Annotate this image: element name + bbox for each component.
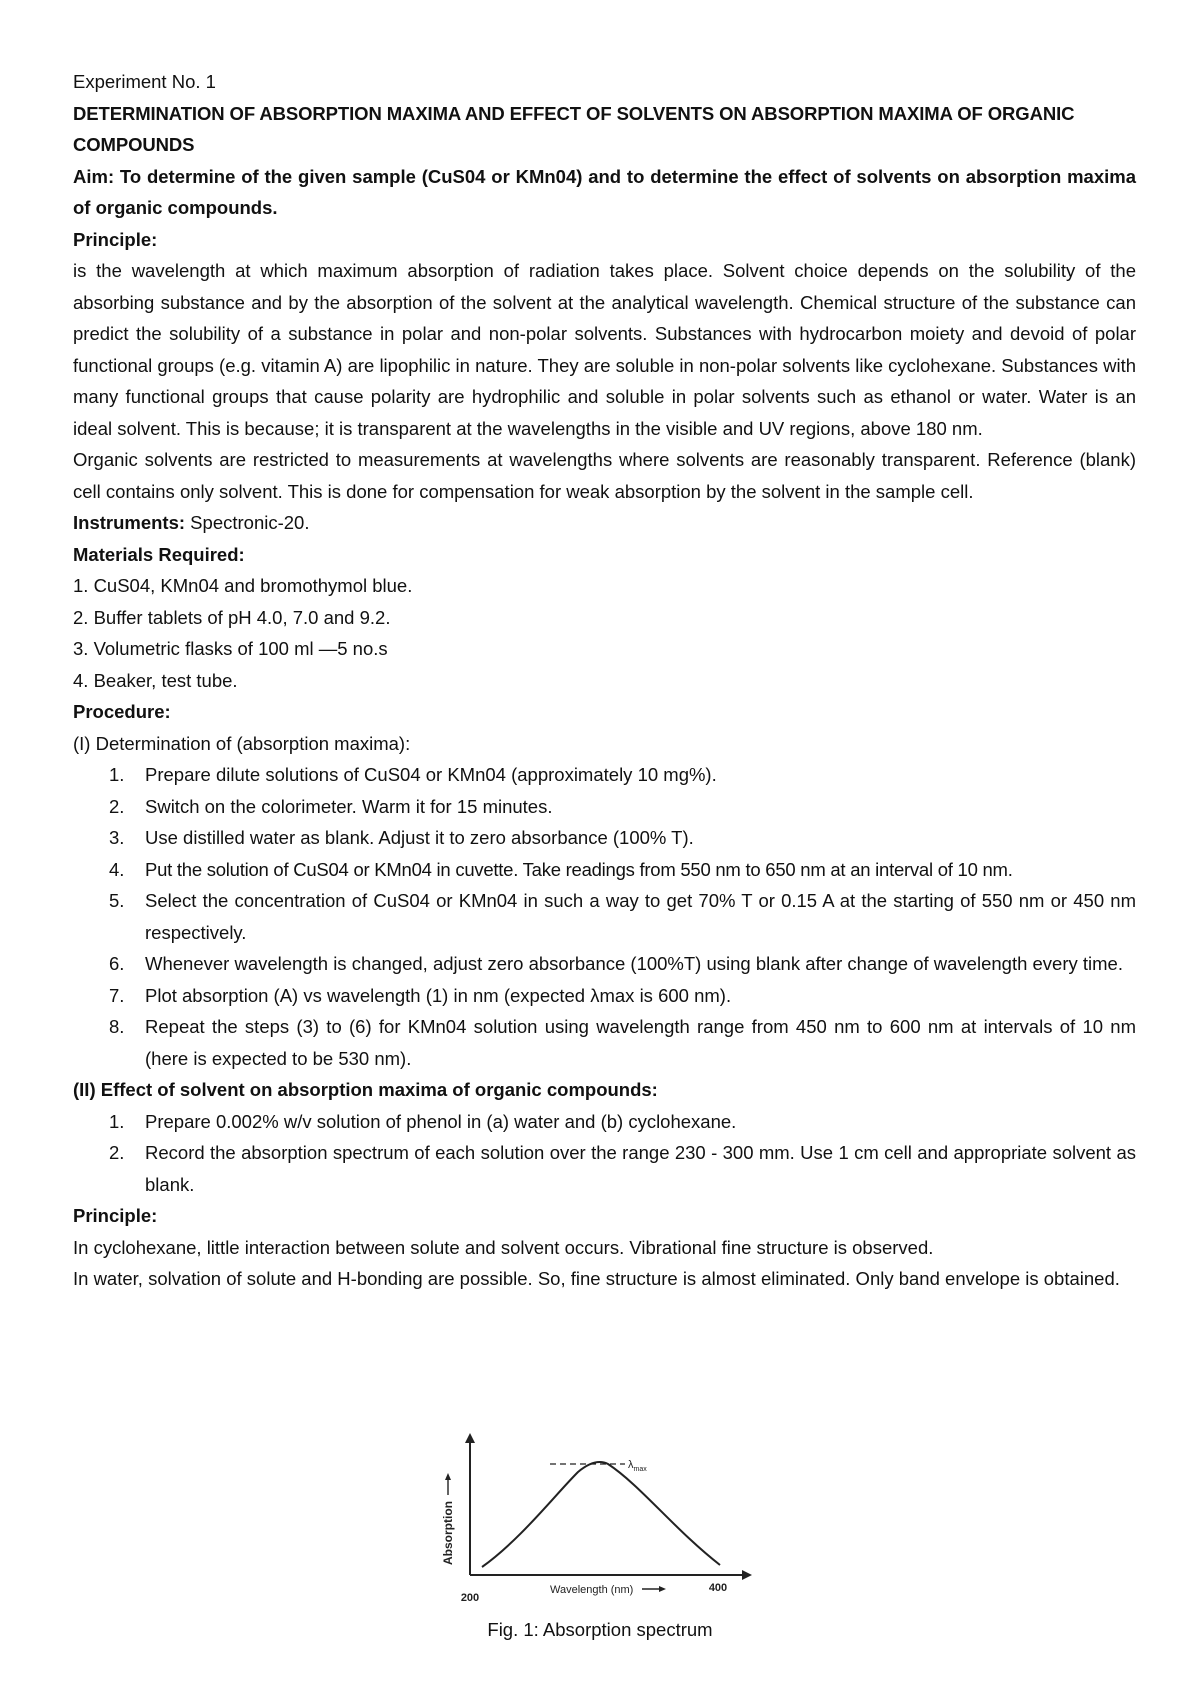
principle-2-paragraph-2: In water, solvation of solute and H-bonding are possible. So, fine structure is almost eliminated. Only band envelope is obtained. — [73, 1268, 1120, 1289]
y-axis-label: Absorption — [441, 1501, 455, 1565]
step-number: 3. — [109, 827, 125, 848]
procedure-heading: Procedure: — [73, 701, 171, 722]
step-number: 1. — [109, 764, 125, 785]
principle-heading: Principle: — [73, 228, 158, 250]
experiment-number: Experiment No. 1 — [73, 71, 216, 92]
y-axis-arrow-icon — [465, 1433, 475, 1443]
procedure-step — [73, 822, 1136, 854]
step-number: 2. — [109, 795, 125, 817]
material-item: 3. Volumetric flasks of 100 ml —5 no.s — [73, 638, 388, 659]
x-label-arrow-icon — [659, 1586, 666, 1592]
step-text: Prepare 0.002% w/v solution of phenol in (a) water and (b) cyclohexane. — [145, 1110, 737, 1132]
procedure-step — [73, 1011, 1136, 1074]
document-page — [73, 66, 1136, 1295]
step-number: 2. — [109, 1142, 125, 1163]
principle-paragraph-2: Organic solvents are restricted to measurements at wavelengths where solvents are reasonably transparent. Reference (blank) cell contains only solvent. This is done for compensation for weak absorption by the solvent in the sample cell. — [73, 449, 1136, 502]
peak-label: $\lambda_{max}$ — [628, 1459, 647, 1473]
x-axis-label: Wavelength (nm) — [550, 1584, 634, 1596]
principle-2-paragraph-1: In cyclohexane, little interaction between solute and solvent occurs. Vibrational fine structure is observed. — [73, 1236, 934, 1258]
instruments-value: Spectronic-20. — [185, 512, 310, 533]
step-text: Prepare dilute solutions of CuS04 or KMn04 (approximately 10 mg%). — [145, 764, 717, 785]
step-text: Plot absorption (A) vs wavelength (1) in nm (expected λmax is 600 nm). — [145, 984, 732, 1006]
material-item: 1. CuS04, KMn04 and bromothymol blue. — [73, 575, 413, 596]
materials-heading: Materials Required: — [73, 543, 245, 565]
procedure-step — [73, 885, 1136, 948]
procedure-step — [73, 980, 1136, 1012]
step-number: 6. — [109, 953, 125, 974]
procedure-part2-list — [73, 1106, 1136, 1201]
x-min-tick-label: 200 — [460, 1592, 480, 1604]
step-text: Repeat the steps (3) to (6) for KMn04 solution using wavelength range from 450 nm to 600 nm at intervals of 10 nm (here is expected to be 530 nm). — [145, 1016, 1136, 1069]
procedure-part2-heading: (II) Effect of solvent on absorption maxima of organic compounds: — [73, 1079, 658, 1100]
step-text: Put the solution of CuS04 or KMn04 in cuvette. Take readings from 550 nm to 650 nm at an interval of 10 nm. — [145, 858, 1013, 880]
principle-paragraph-1: is the wavelength at which maximum absorption of radiation takes place. Solvent choice depends on the solubility of the absorbing substance and by the absorption of the solvent at the analytical wavelength. Chemical structure of the substance can predict the solubility of a substance in polar and non-polar solvents. Substances with hydrocarbon moiety and devoid of polar functional groups (e.g. vitamin A) are lipophilic in nature. They are soluble in non-polar solvents like cyclohexane. Substances with many functional groups that cause polarity are hydrophilic and soluble in polar solvents such as ethanol or water. Water is an ideal solvent. This is because; it is transparent at the wavelengths in the visible and UV regions, above 180 nm. — [73, 260, 1136, 439]
step-text: Record the absorption spectrum of each solution over the range 230 - 300 mm. Use 1 cm cell and appropriate solvent as blank. — [145, 1142, 1136, 1195]
x-max-tick-label: 400 — [708, 1582, 728, 1594]
absorption-spectrum-graph — [430, 1425, 760, 1605]
y-label-arrow-icon — [445, 1473, 451, 1480]
material-item: 2. Buffer tablets of pH 4.0, 7.0 and 9.2. — [73, 606, 391, 628]
procedure-step — [73, 948, 1136, 980]
procedure-step — [73, 1137, 1136, 1200]
step-number: 5. — [109, 890, 125, 911]
procedure-step — [73, 791, 1136, 823]
aim: Aim: To determine of the given sample (CuS04 or KMn04) and to determine the effect of solvents on absorption maxima of organic compounds. — [73, 165, 1136, 218]
step-text: Whenever wavelength is changed, adjust zero absorbance (100%T) using blank after change of wavelength every time. — [145, 953, 1123, 974]
step-number: 7. — [109, 984, 125, 1006]
procedure-step — [73, 1106, 1136, 1138]
material-item: 4. Beaker, test tube. — [73, 669, 238, 691]
step-text: Select the concentration of CuS04 or KMn04 in such a way to get 70% T or 0.15 A at the starting of 550 nm or 450 nm respectively. — [145, 890, 1136, 943]
absorption-curve — [482, 1462, 720, 1567]
step-number: 1. — [109, 1110, 125, 1132]
procedure-part1-list — [73, 759, 1136, 1074]
instruments-label: Instruments: — [73, 512, 186, 533]
step-text: Switch on the colorimeter. Warm it for 15 minutes. — [145, 795, 553, 817]
procedure-step — [73, 854, 1136, 886]
principle-2-heading: Principle: — [73, 1205, 158, 1226]
step-number: 8. — [109, 1016, 125, 1037]
step-text: Use distilled water as blank. Adjust it to zero absorbance (100% T). — [145, 827, 694, 848]
instruments-line — [73, 507, 1136, 539]
figure-caption: Fig. 1: Absorption spectrum — [487, 1618, 713, 1640]
experiment-title: DETERMINATION OF ABSORPTION MAXIMA AND EFFECT OF SOLVENTS ON ABSORPTION MAXIMA OF ORGANIC COMPOUNDS — [73, 102, 1075, 155]
x-axis-arrow-icon — [742, 1570, 752, 1580]
procedure-part1-heading: (I) Determination of (absorption maxima): — [73, 732, 411, 754]
step-number: 4. — [109, 858, 125, 880]
procedure-step — [73, 759, 1136, 791]
